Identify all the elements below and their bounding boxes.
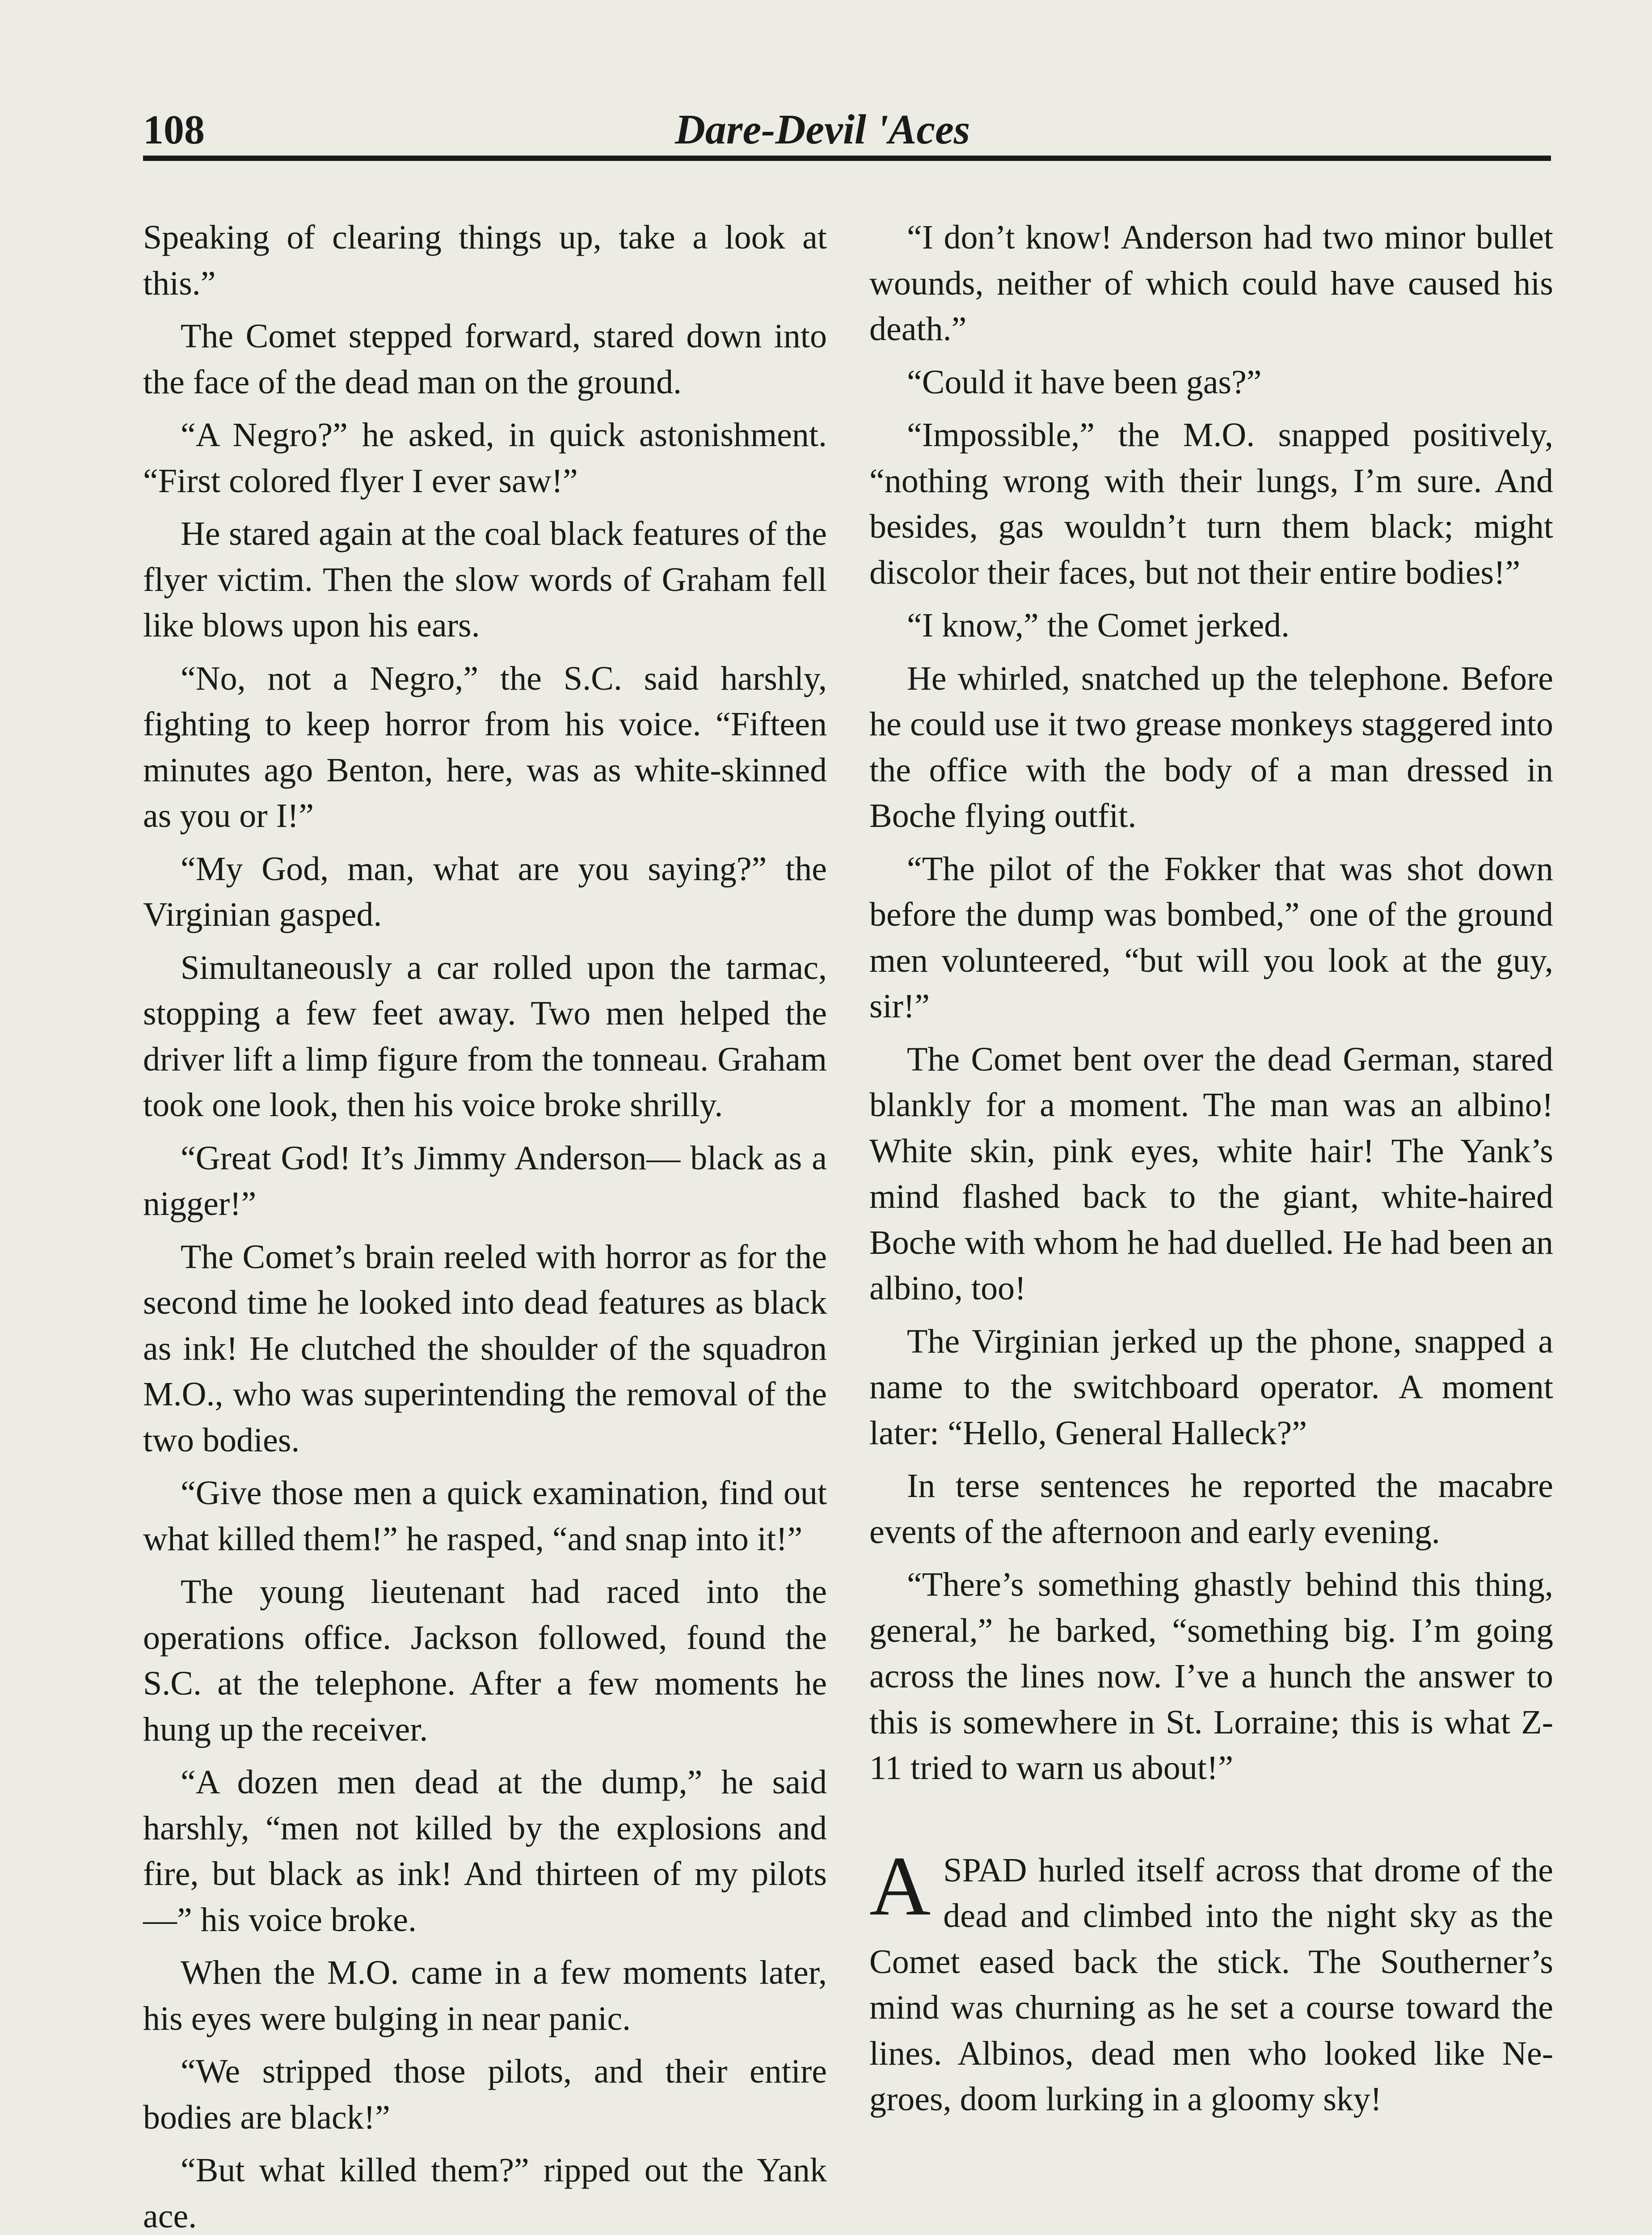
paragraph: In terse sentences he reported the macabre events of the afternoon and early evening. [869, 1467, 1553, 1551]
page-header [143, 103, 1551, 156]
right-column [869, 215, 1553, 2122]
paragraph: He whirled, snatched up the telephone. Before he could use it two grease monkeys staggered into the office with the body of a man dressed in Boche flying outfit. [869, 659, 1553, 835]
header-rule [143, 156, 1551, 161]
magazine-title: Dare-Devil 'Aces [675, 106, 970, 153]
paragraph: “A Negro?” he asked, in quick astonishment. “First colored flyer I ever saw!” [143, 416, 827, 500]
paragraph: “Give those men a quick examination, find out what killed them!” he rasped, “and snap into it!” [143, 1474, 827, 1558]
paragraph: The Comet’s brain reeled with horror as for the second time he looked into dead features as black as ink! He clutched the shoulder of the squadron M.O., who was superintending the removal of the two bodies. [143, 1238, 827, 1459]
paragraph: “The pilot of the Fokker that was shot down before the dump was bombed,” one of the ground men volunteered, “but will you look at the guy, sir!” [869, 850, 1553, 1025]
paragraph: “A dozen men dead at the dump,” he said harshly, “men not killed by the explosions and fire, but black as ink! And thirteen of my pilots—” his voice broke. [143, 1763, 827, 1939]
paragraph: The Virginian jerked up the phone, snapped a name to the switchboard operator. A moment later: “Hello, General Halleck?” [869, 1322, 1553, 1452]
paragraph: “No, not a Negro,” the S.C. said harshly, fighting to keep horror from his voice. “Fifteen minutes ago Benton, here, was as white-skinned as you or I!” [143, 659, 827, 835]
page-number: 108 [143, 107, 205, 152]
drop-cap: A [869, 1839, 931, 1933]
paragraph: The Comet bent over the dead German, stared blankly for a moment. The man was an albino! White skin, pink eyes, white hair! The Yank’s mind flashed back to the giant, white-haired Boche with whom he had duelled. He had been an albino, too! [869, 1040, 1553, 1307]
paragraph: “Could it have been gas?” [907, 363, 1262, 401]
final-paragraph-text: SPAD hurled itself across that drome of the dead and climbed into the night sky as the Comet eased back the stick. The Southerner’s mind was churning as he set a course toward the lines. Albinos, dead men who looked like Negroes, doom lurking in a gloomy sky! [869, 1851, 1553, 2118]
paragraph: When the M.O. came in a few moments later, his eyes were bulging in near panic. [143, 1954, 827, 2037]
paragraph: “I know,” the Comet jerked. [907, 607, 1290, 644]
paragraph: He stared again at the coal black features of the flyer victim. Then the slow words of Graham fell like blows upon his ears. [143, 515, 827, 644]
paragraph: Simultaneously a car rolled upon the tarmac, stopping a few feet away. Two men helped the driver lift a limp figure from the tonneau. Graham took one look, then his voice broke shrilly. [143, 949, 827, 1124]
paragraph: “But what killed them?” ripped out the Yank ace. [143, 2151, 827, 2235]
paragraph: “There’s something ghastly behind this thing, general,” he barked, “something big. I’m going across the lines now. I’ve a hunch the answer to this is somewhere in St. Lorraine; this is what Z-11 tried to warn us about!” [869, 1566, 1553, 1787]
left-column [143, 215, 827, 2235]
paragraph: Speaking of clearing things up, take a look at this.” [143, 219, 827, 302]
final-paragraph [869, 1839, 1553, 2122]
paragraph: “I don’t know! Anderson had two minor bullet wounds, neither of which could have caused his death.” [869, 219, 1553, 348]
paragraph: “My God, man, what are you saying?” the Virginian gasped. [143, 850, 827, 933]
paragraph: “We stripped those pilots, and their entire bodies are black!” [143, 2053, 827, 2136]
section-break [869, 1798, 1553, 1847]
paragraph: “Impossible,” the M.O. snapped positively, “nothing wrong with their lungs, I’m sure. And besides, gas wouldn’t turn them black; might discolor their faces, but not their entire bodies!” [869, 416, 1553, 591]
paragraph: The young lieutenant had raced into the operations office. Jackson followed, found the S.C. at the telephone. After a few moments he hung up the receiver. [143, 1573, 827, 1748]
paragraph: The Comet stepped forward, stared down into the face of the dead man on the ground. [143, 317, 827, 401]
paragraph: “Great God! It’s Jimmy Anderson— black as a nigger!” [143, 1139, 827, 1223]
